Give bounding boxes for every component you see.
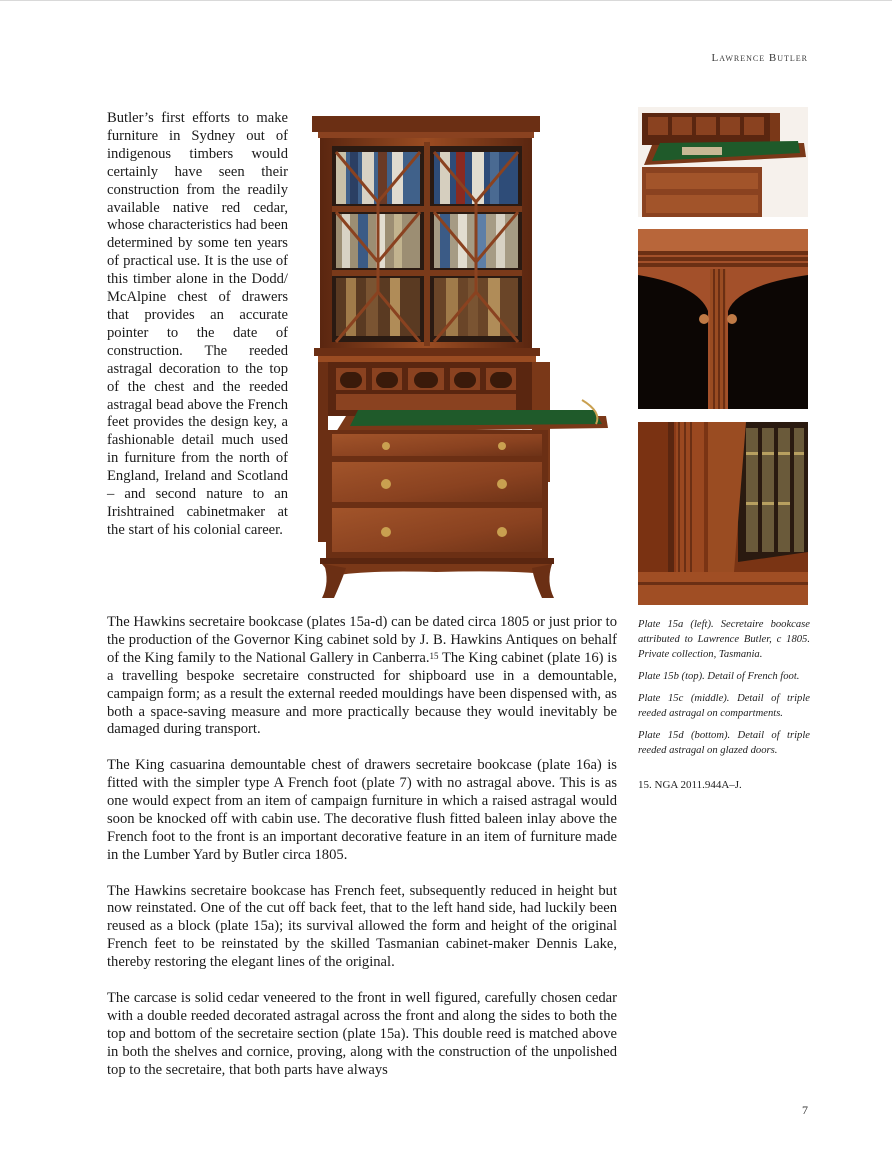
plate-15a-image [306,112,618,602]
plate-15d-image [638,422,808,605]
paragraph-french-feet: The Hawkins secretaire bookcase has French feet, subsequently reduced in height but now reinstated. One of the cut off back feet, that to the left hand side, had luckily been reused as a block (plate 15a); its survival allowed the form and height of the original French feet to be reinstated by the skilled Tasmanian cabinet-maker Dennis Lake, thereby restoring the elegant lines of the original. [107,882,617,971]
intro-paragraph: Butler’s first efforts to make furniture in Sydney out of indigenous timbers would certainly have seen their construction from the readily available native red cedar, whose characteristics had been determined by some ten years of practical use. It is the use of this timber alone in the Dodd/ McAlpine chest of drawers that provides an accurate pointer to the date of construction. The reeded astragal decoration to the top of the chest and the reeded astragal bead above the French feet provides the design key, a fashionable detail much used in furniture from the north of England, Ireland and Scotland – and second nature to an Irishtrained cabinetmaker at the start of his colonial career. [107,110,288,538]
caption-plate-15c: Plate 15c (middle). Detail of triple reeded astragal on compartments. [638,693,810,719]
plate-15c-image [638,229,808,409]
caption-plate-15d: Plate 15d (bottom). Detail of triple reeded astragal on glazed doors. [638,730,810,756]
caption-plate-15a: Plate 15a (left). Secretaire bookcase attributed to Lawrence Butler, c 1805. Private collection, Tasmania. [638,619,810,660]
footnote-15: 15. NGA 2011.944A–J. [638,779,742,791]
caption-plate-15b: Plate 15b (top). Detail of French foot. [638,671,800,682]
paragraph-carcase: The carcase is solid cedar veneered to the front in well figured, carefully chosen cedar with a double reeded decorated astragal across the front and along the sides to both the top and bottom of the secretaire section (plate 15a). This double reed is matched above in both the shelves and cornice, proving, along with the construction of the unpolished top to the secretaire, that both parts have always [107,989,617,1078]
top-rule [0,0,892,1]
plate-15b-image [638,107,808,217]
page-number: 7 [802,1103,808,1117]
body-text [107,614,617,1097]
paragraph-king-casuarina: The King casuarina demountable chest of drawers secretaire bookcase (plate 16a) is fitted with the simpler type A French foot (plate 7) with no astragal above. This is as one would expect from an item of campaign furniture in which a raised astragal would soon be knocked off with cabin use. The decorative flush fitted baleen inlay above the French foot to the front is an important decorative feature in an item of furniture made in the Lumber Yard by Butler circa 1805. [107,757,617,863]
footnote-ref-15[interactable]: 15 [429,650,439,661]
plate-captions [638,617,810,765]
running-head: Lawrence Butler [711,52,808,64]
paragraph-hawkins-secretaire: The Hawkins secretaire bookcase (plates 15a-d) can be dated circa 1805 or just prior to the production of the Governor King cabinet sold by J. B. Hawkins Antiques on behalf of the King family to the National Gallery in Canberra.$^{15}$ The King cabinet (plate 16) is a travelling bespoke secretaire constructed for shipboard use in a demountable, campaign form; as a result the external reeded mouldings have been dispensed with, as both a space-saving measure and more practically because they would inevitably be damaged during transport. [107,614,617,738]
